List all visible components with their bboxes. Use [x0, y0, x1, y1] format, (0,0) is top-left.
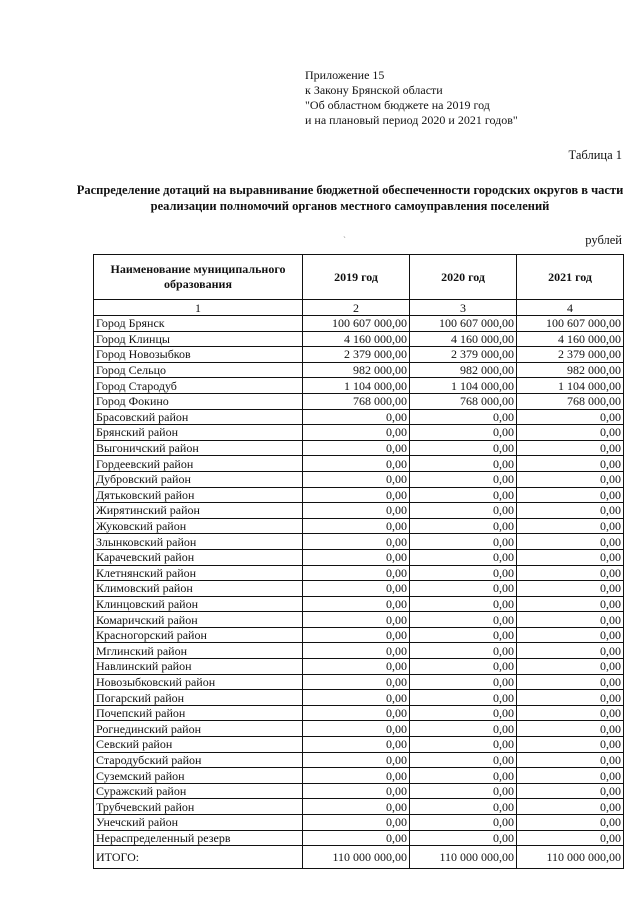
row-value-2021: 0,00 — [517, 503, 624, 519]
units-label: рублей — [585, 233, 622, 247]
row-value-2021: 4 160 000,00 — [517, 331, 624, 347]
table-row — [94, 768, 624, 784]
row-value-2020: 0,00 — [410, 690, 517, 706]
row-value-2019: 0,00 — [303, 471, 410, 487]
table-row — [94, 331, 624, 347]
row-value-2021: 0,00 — [517, 643, 624, 659]
row-value-2021: 0,00 — [517, 518, 624, 534]
appendix-line-1: Приложение 15 — [305, 68, 385, 82]
row-value-2020: 100 607 000,00 — [410, 316, 517, 332]
table-row — [94, 518, 624, 534]
row-name: Город Стародуб — [94, 378, 303, 394]
row-name: Город Фокино — [94, 393, 303, 409]
table-row — [94, 471, 624, 487]
row-value-2019: 0,00 — [303, 440, 410, 456]
table-row — [94, 456, 624, 472]
row-value-2020: 0,00 — [410, 565, 517, 581]
row-name: Город Новозыбков — [94, 347, 303, 363]
row-value-2020: 0,00 — [410, 643, 517, 659]
row-value-2021: 0,00 — [517, 440, 624, 456]
row-value-2020: 0,00 — [410, 596, 517, 612]
row-name: Город Сельцо — [94, 362, 303, 378]
total-2021: 110 000 000,00 — [517, 846, 624, 869]
total-2019: 110 000 000,00 — [303, 846, 410, 869]
row-name: Красногорский район — [94, 627, 303, 643]
column-number: 4 — [517, 300, 624, 316]
row-value-2019: 0,00 — [303, 565, 410, 581]
row-value-2020: 982 000,00 — [410, 362, 517, 378]
row-name: Жуковский район — [94, 518, 303, 534]
table-row — [94, 596, 624, 612]
table-row — [94, 690, 624, 706]
row-value-2020: 0,00 — [410, 581, 517, 597]
row-value-2021: 0,00 — [517, 425, 624, 441]
row-value-2021: 0,00 — [517, 565, 624, 581]
row-value-2020: 0,00 — [410, 830, 517, 846]
table-row — [94, 830, 624, 846]
table-row — [94, 643, 624, 659]
table-row — [94, 581, 624, 597]
row-value-2021: 0,00 — [517, 627, 624, 643]
table-row — [94, 347, 624, 363]
row-value-2021: 0,00 — [517, 596, 624, 612]
row-name: Клинцовский район — [94, 596, 303, 612]
row-name: Дубровский район — [94, 471, 303, 487]
row-value-2019: 0,00 — [303, 487, 410, 503]
row-value-2020: 768 000,00 — [410, 393, 517, 409]
row-name: Погарский район — [94, 690, 303, 706]
row-name: Нераспределенный резерв — [94, 830, 303, 846]
row-name: Брасовский район — [94, 409, 303, 425]
table-row — [94, 487, 624, 503]
header-name: Наименование муниципального образования — [94, 255, 303, 300]
row-value-2021: 0,00 — [517, 471, 624, 487]
table-row — [94, 440, 624, 456]
row-name: Новозыбковский район — [94, 674, 303, 690]
row-value-2019: 0,00 — [303, 737, 410, 753]
row-value-2020: 0,00 — [410, 471, 517, 487]
row-value-2020: 0,00 — [410, 799, 517, 815]
total-label: ИТОГО: — [94, 846, 303, 869]
row-value-2019: 0,00 — [303, 752, 410, 768]
row-name: Злынковский район — [94, 534, 303, 550]
row-name: Комаричский район — [94, 612, 303, 628]
row-name: Выгоничский район — [94, 440, 303, 456]
table-row — [94, 721, 624, 737]
column-numbers-row — [94, 300, 624, 316]
row-value-2021: 0,00 — [517, 534, 624, 550]
row-value-2019: 0,00 — [303, 518, 410, 534]
row-name: Трубчевский район — [94, 799, 303, 815]
row-value-2020: 0,00 — [410, 721, 517, 737]
column-number: 3 — [410, 300, 517, 316]
row-value-2020: 0,00 — [410, 549, 517, 565]
row-value-2019: 0,00 — [303, 596, 410, 612]
row-value-2021: 0,00 — [517, 487, 624, 503]
row-name: Почепский район — [94, 705, 303, 721]
row-value-2021: 2 379 000,00 — [517, 347, 624, 363]
row-name: Дятьковский район — [94, 487, 303, 503]
row-value-2020: 2 379 000,00 — [410, 347, 517, 363]
column-number: 2 — [303, 300, 410, 316]
row-value-2020: 0,00 — [410, 768, 517, 784]
row-value-2021: 0,00 — [517, 815, 624, 831]
row-value-2020: 0,00 — [410, 534, 517, 550]
row-value-2021: 0,00 — [517, 659, 624, 675]
row-name: Брянский район — [94, 425, 303, 441]
table-row — [94, 362, 624, 378]
row-value-2021: 768 000,00 — [517, 393, 624, 409]
row-value-2021: 0,00 — [517, 674, 624, 690]
row-value-2019: 0,00 — [303, 503, 410, 519]
row-value-2020: 0,00 — [410, 674, 517, 690]
row-value-2019: 0,00 — [303, 409, 410, 425]
row-value-2020: 0,00 — [410, 737, 517, 753]
subsidies-table — [93, 254, 624, 869]
row-value-2019: 0,00 — [303, 612, 410, 628]
row-value-2020: 0,00 — [410, 456, 517, 472]
row-value-2019: 0,00 — [303, 799, 410, 815]
row-value-2019: 0,00 — [303, 768, 410, 784]
column-number: 1 — [94, 300, 303, 316]
appendix-line-2: к Закону Брянской области — [305, 83, 443, 97]
row-name: Навлинский район — [94, 659, 303, 675]
row-value-2019: 982 000,00 — [303, 362, 410, 378]
row-value-2020: 0,00 — [410, 503, 517, 519]
row-value-2020: 0,00 — [410, 627, 517, 643]
appendix-line-4: и на плановый период 2020 и 2021 годов" — [305, 113, 518, 127]
row-name: Гордеевский район — [94, 456, 303, 472]
row-value-2021: 0,00 — [517, 830, 624, 846]
row-value-2019: 0,00 — [303, 456, 410, 472]
table-row — [94, 425, 624, 441]
table-row — [94, 737, 624, 753]
row-value-2021: 0,00 — [517, 799, 624, 815]
table-row — [94, 752, 624, 768]
row-value-2021: 0,00 — [517, 409, 624, 425]
table-row — [94, 627, 624, 643]
row-value-2019: 0,00 — [303, 425, 410, 441]
row-value-2020: 0,00 — [410, 409, 517, 425]
row-value-2020: 0,00 — [410, 518, 517, 534]
row-value-2021: 0,00 — [517, 612, 624, 628]
row-value-2019: 0,00 — [303, 549, 410, 565]
row-value-2019: 0,00 — [303, 705, 410, 721]
row-value-2019: 0,00 — [303, 830, 410, 846]
row-value-2019: 0,00 — [303, 534, 410, 550]
row-value-2019: 0,00 — [303, 815, 410, 831]
row-value-2020: 0,00 — [410, 659, 517, 675]
table-row — [94, 549, 624, 565]
row-value-2021: 0,00 — [517, 581, 624, 597]
row-name: Город Брянск — [94, 316, 303, 332]
row-value-2021: 0,00 — [517, 549, 624, 565]
row-value-2020: 0,00 — [410, 612, 517, 628]
row-value-2021: 0,00 — [517, 721, 624, 737]
total-row — [94, 846, 624, 869]
row-value-2021: 100 607 000,00 — [517, 316, 624, 332]
table-row — [94, 393, 624, 409]
row-value-2020: 1 104 000,00 — [410, 378, 517, 394]
row-value-2021: 982 000,00 — [517, 362, 624, 378]
row-value-2019: 0,00 — [303, 627, 410, 643]
scan-speck: ` — [343, 235, 346, 245]
row-name: Стародубский район — [94, 752, 303, 768]
row-value-2019: 100 607 000,00 — [303, 316, 410, 332]
row-name: Клетнянский район — [94, 565, 303, 581]
row-name: Климовский район — [94, 581, 303, 597]
row-value-2019: 0,00 — [303, 783, 410, 799]
table-row — [94, 503, 624, 519]
row-value-2021: 0,00 — [517, 752, 624, 768]
table-row — [94, 799, 624, 815]
header-2021: 2021 год — [517, 255, 624, 300]
row-name: Рогнединский район — [94, 721, 303, 737]
row-value-2019: 768 000,00 — [303, 393, 410, 409]
row-value-2019: 4 160 000,00 — [303, 331, 410, 347]
header-2019: 2019 год — [303, 255, 410, 300]
table-row — [94, 409, 624, 425]
table-row — [94, 783, 624, 799]
table-number: Таблица 1 — [568, 148, 622, 162]
row-value-2019: 2 379 000,00 — [303, 347, 410, 363]
row-value-2020: 0,00 — [410, 815, 517, 831]
table-row — [94, 316, 624, 332]
row-name: Карачевский район — [94, 549, 303, 565]
appendix-header — [305, 68, 518, 128]
row-name: Севский район — [94, 737, 303, 753]
table-row — [94, 378, 624, 394]
row-name: Жирятинский район — [94, 503, 303, 519]
total-2020: 110 000 000,00 — [410, 846, 517, 869]
row-value-2019: 0,00 — [303, 721, 410, 737]
row-value-2020: 0,00 — [410, 752, 517, 768]
row-value-2021: 0,00 — [517, 768, 624, 784]
row-value-2019: 0,00 — [303, 659, 410, 675]
row-value-2021: 0,00 — [517, 705, 624, 721]
row-value-2020: 0,00 — [410, 440, 517, 456]
table-row — [94, 534, 624, 550]
row-value-2021: 0,00 — [517, 690, 624, 706]
row-value-2019: 0,00 — [303, 690, 410, 706]
row-name: Мглинский район — [94, 643, 303, 659]
row-name: Унечский район — [94, 815, 303, 831]
row-value-2021: 0,00 — [517, 456, 624, 472]
table-row — [94, 659, 624, 675]
row-value-2019: 0,00 — [303, 674, 410, 690]
row-value-2021: 0,00 — [517, 783, 624, 799]
table-header-row — [94, 255, 624, 300]
table-row — [94, 674, 624, 690]
header-2020: 2020 год — [410, 255, 517, 300]
row-name: Город Клинцы — [94, 331, 303, 347]
row-value-2019: 0,00 — [303, 581, 410, 597]
table-row — [94, 815, 624, 831]
row-name: Суражский район — [94, 783, 303, 799]
row-value-2020: 0,00 — [410, 783, 517, 799]
table-row — [94, 612, 624, 628]
row-value-2020: 0,00 — [410, 425, 517, 441]
row-name: Суземский район — [94, 768, 303, 784]
row-value-2021: 1 104 000,00 — [517, 378, 624, 394]
appendix-line-3: "Об областном бюджете на 2019 год — [305, 98, 490, 112]
row-value-2021: 0,00 — [517, 737, 624, 753]
document-title: Распределение дотаций на выравнивание бюджетной обеспеченности городских округов в части реализации полномочий органов местного самоуправления поселений — [76, 183, 624, 213]
row-value-2020: 0,00 — [410, 705, 517, 721]
row-value-2020: 0,00 — [410, 487, 517, 503]
row-value-2019: 1 104 000,00 — [303, 378, 410, 394]
row-value-2020: 4 160 000,00 — [410, 331, 517, 347]
row-value-2019: 0,00 — [303, 643, 410, 659]
table-row — [94, 705, 624, 721]
table-row — [94, 565, 624, 581]
